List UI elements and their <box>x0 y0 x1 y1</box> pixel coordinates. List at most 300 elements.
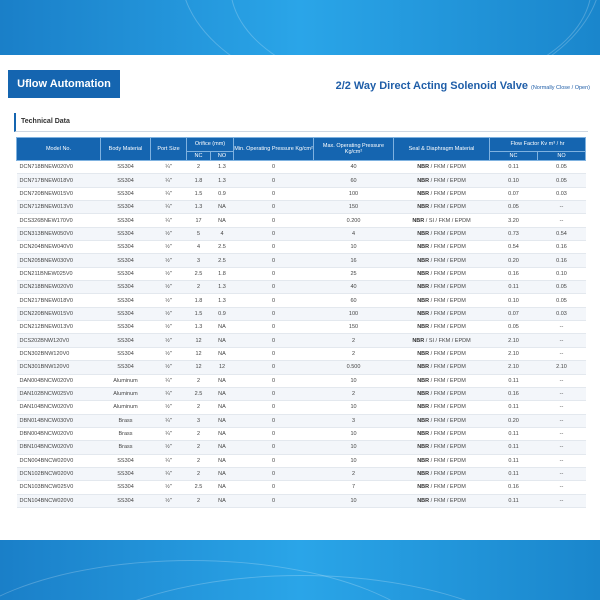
cell-flow-nc: 0.16 <box>490 267 538 280</box>
cell-port: ½" <box>151 254 187 267</box>
cell-orifice-nc: 2 <box>187 427 211 440</box>
cell-max-pressure: 100 <box>314 187 394 200</box>
col-header-body: Body Material <box>101 138 151 161</box>
seal-primary: NBR <box>417 431 430 438</box>
cell-flow-no: -- <box>538 401 586 414</box>
seal-alternatives: / FKM / EPDM <box>430 377 466 384</box>
cell-seal <box>394 201 490 214</box>
cell-flow-no: -- <box>538 387 586 400</box>
cell-model: DCN102BNCW020V0 <box>17 467 101 480</box>
cell-seal <box>394 387 490 400</box>
cell-min-pressure: 0 <box>234 241 314 254</box>
table-row <box>17 187 586 200</box>
seal-alternatives: / FKM / EPDM <box>430 190 466 197</box>
cell-min-pressure: 0 <box>234 427 314 440</box>
cell-body: SS304 <box>101 174 151 187</box>
seal-alternatives: / FKM / EPDM <box>430 497 466 504</box>
cell-max-pressure: 3 <box>314 414 394 427</box>
cell-orifice-no: NA <box>211 467 234 480</box>
cell-min-pressure: 0 <box>234 387 314 400</box>
cell-seal <box>394 347 490 360</box>
wave-decoration <box>230 0 592 55</box>
cell-flow-no: -- <box>538 494 586 507</box>
cell-orifice-nc: 2 <box>187 281 211 294</box>
cell-orifice-no: NA <box>211 481 234 494</box>
cell-orifice-no: NA <box>211 454 234 467</box>
cell-seal <box>394 441 490 454</box>
table-row <box>17 441 586 454</box>
seal-alternatives: / FKM / EPDM <box>430 297 466 304</box>
cell-seal <box>394 227 490 240</box>
cell-port: ¼" <box>151 374 187 387</box>
cell-min-pressure: 0 <box>234 414 314 427</box>
cell-seal <box>394 187 490 200</box>
cell-orifice-no: 1.3 <box>211 294 234 307</box>
seal-primary: NBR <box>417 377 430 384</box>
cell-orifice-no: NA <box>211 334 234 347</box>
cell-seal <box>394 241 490 254</box>
cell-orifice-nc: 2 <box>187 401 211 414</box>
cell-flow-no: -- <box>538 321 586 334</box>
bottom-banner <box>0 540 600 600</box>
seal-primary: NBR <box>417 164 430 171</box>
cell-orifice-no: NA <box>211 441 234 454</box>
cell-model: DCN302BNW120V0 <box>17 347 101 360</box>
cell-port: ¼" <box>151 201 187 214</box>
cell-orifice-nc: 1.8 <box>187 294 211 307</box>
cell-flow-nc: 0.20 <box>490 414 538 427</box>
cell-orifice-no: 0.9 <box>211 307 234 320</box>
cell-seal <box>394 161 490 174</box>
cell-flow-nc: 0.11 <box>490 467 538 480</box>
seal-primary: NBR <box>417 297 430 304</box>
cell-orifice-no: 1.8 <box>211 267 234 280</box>
table-row <box>17 201 586 214</box>
cell-model: DBN014BNCW030V0 <box>17 414 101 427</box>
cell-flow-nc: 2.10 <box>490 334 538 347</box>
cell-orifice-nc: 3 <box>187 414 211 427</box>
table-row <box>17 174 586 187</box>
table-row <box>17 214 586 227</box>
table-row <box>17 414 586 427</box>
cell-min-pressure: 0 <box>234 441 314 454</box>
cell-orifice-no: NA <box>211 347 234 360</box>
seal-primary: NBR <box>417 471 430 478</box>
section-header <box>14 113 588 132</box>
cell-flow-nc: 0.10 <box>490 174 538 187</box>
cell-max-pressure: 10 <box>314 374 394 387</box>
seal-primary: NBR <box>417 284 430 291</box>
cell-body: SS304 <box>101 241 151 254</box>
technical-data-table <box>16 137 586 508</box>
cell-flow-nc: 0.11 <box>490 281 538 294</box>
table-row <box>17 387 586 400</box>
cell-orifice-no: NA <box>211 414 234 427</box>
cell-model: DBN104BNCW020V0 <box>17 441 101 454</box>
cell-port: ½" <box>151 267 187 280</box>
cell-port: ½" <box>151 241 187 254</box>
seal-alternatives: / FKM / EPDM <box>430 164 466 171</box>
cell-max-pressure: 10 <box>314 494 394 507</box>
cell-flow-nc: 0.11 <box>490 161 538 174</box>
cell-max-pressure: 60 <box>314 174 394 187</box>
cell-orifice-no: 1.3 <box>211 281 234 294</box>
cell-orifice-nc: 3 <box>187 254 211 267</box>
seal-alternatives: / FKM / EPDM <box>430 177 466 184</box>
cell-model: DCN220BNEW015V0 <box>17 307 101 320</box>
cell-flow-nc: 2.10 <box>490 347 538 360</box>
col-header-min-pressure: Min. Operating Pressure Kg/cm² <box>234 138 314 161</box>
cell-orifice-nc: 1.8 <box>187 174 211 187</box>
cell-seal <box>394 294 490 307</box>
cell-flow-nc: 0.11 <box>490 401 538 414</box>
cell-min-pressure: 0 <box>234 347 314 360</box>
cell-port: ½" <box>151 494 187 507</box>
cell-port: ½" <box>151 347 187 360</box>
cell-flow-no: 2.10 <box>538 361 586 374</box>
cell-flow-no: 0.05 <box>538 161 586 174</box>
cell-flow-no: -- <box>538 467 586 480</box>
cell-orifice-nc: 17 <box>187 214 211 227</box>
cell-model: DCN211BNEW025V0 <box>17 267 101 280</box>
seal-primary: NBR <box>417 244 430 251</box>
cell-port: ½" <box>151 361 187 374</box>
cell-model: DCN718BNEW020V0 <box>17 161 101 174</box>
cell-seal <box>394 321 490 334</box>
cell-flow-nc: 2.10 <box>490 361 538 374</box>
seal-alternatives: / FKM / EPDM <box>430 391 466 398</box>
cell-model: DCN204BNEW040V0 <box>17 241 101 254</box>
cell-max-pressure: 0.500 <box>314 361 394 374</box>
cell-seal <box>394 374 490 387</box>
cell-flow-no: 0.03 <box>538 187 586 200</box>
cell-model: DCN004BNCW020V0 <box>17 454 101 467</box>
seal-alternatives: / FKM / EPDM <box>430 417 466 424</box>
cell-flow-nc: 3.20 <box>490 214 538 227</box>
cell-orifice-nc: 2 <box>187 454 211 467</box>
table-row <box>17 494 586 507</box>
cell-min-pressure: 0 <box>234 307 314 320</box>
cell-seal <box>394 174 490 187</box>
seal-alternatives: / FKM / EPDM <box>430 364 466 371</box>
cell-model: DAN102BNCW025V0 <box>17 387 101 400</box>
seal-alternatives: / FKM / EPDM <box>430 471 466 478</box>
table-row <box>17 241 586 254</box>
title-text: 2/2 Way Direct Acting Solenoid Valve <box>335 80 528 92</box>
cell-flow-nc: 0.10 <box>490 294 538 307</box>
cell-port: ½" <box>151 401 187 414</box>
cell-orifice-nc: 2 <box>187 467 211 480</box>
col-header-port: Port Size <box>151 138 187 161</box>
cell-min-pressure: 0 <box>234 494 314 507</box>
cell-max-pressure: 40 <box>314 161 394 174</box>
seal-primary: NBR <box>417 391 430 398</box>
seal-primary: NBR <box>417 350 430 357</box>
cell-body: SS304 <box>101 214 151 227</box>
cell-min-pressure: 0 <box>234 294 314 307</box>
cell-flow-no: -- <box>538 334 586 347</box>
cell-port: ¼" <box>151 187 187 200</box>
seal-alternatives: / FKM / EPDM <box>430 431 466 438</box>
cell-orifice-nc: 2 <box>187 161 211 174</box>
cell-orifice-no: 2.5 <box>211 241 234 254</box>
cell-model: DCN103BNCW025V0 <box>17 481 101 494</box>
cell-flow-nc: 0.11 <box>490 494 538 507</box>
cell-model: DAN004BNCW020V0 <box>17 374 101 387</box>
cell-orifice-no: NA <box>211 374 234 387</box>
cell-model: DAN104BNCW020V0 <box>17 401 101 414</box>
table-row <box>17 427 586 440</box>
cell-flow-no: 0.54 <box>538 227 586 240</box>
cell-seal <box>394 414 490 427</box>
cell-orifice-no: 4 <box>211 227 234 240</box>
cell-body: Brass <box>101 414 151 427</box>
cell-body: SS304 <box>101 321 151 334</box>
cell-flow-no: 0.03 <box>538 307 586 320</box>
cell-model: DCN218BNEW020V0 <box>17 281 101 294</box>
cell-orifice-nc: 12 <box>187 347 211 360</box>
seal-primary: NBR <box>417 324 430 331</box>
cell-orifice-no: NA <box>211 387 234 400</box>
cell-seal <box>394 467 490 480</box>
cell-max-pressure: 4 <box>314 227 394 240</box>
cell-orifice-no: 1.3 <box>211 174 234 187</box>
cell-port: ¼" <box>151 467 187 480</box>
cell-seal <box>394 494 490 507</box>
table-row <box>17 254 586 267</box>
seal-alternatives: / FKM / EPDM <box>430 350 466 357</box>
table-row <box>17 321 586 334</box>
cell-min-pressure: 0 <box>234 201 314 214</box>
cell-flow-nc: 0.05 <box>490 201 538 214</box>
cell-orifice-no: NA <box>211 427 234 440</box>
cell-max-pressure: 2 <box>314 387 394 400</box>
cell-model: DCN104BNCW020V0 <box>17 494 101 507</box>
seal-alternatives: / SI / FKM / EPDM <box>425 217 471 224</box>
table-row <box>17 454 586 467</box>
col-header-max-pressure: Max. Operating Pressure Kg/cm² <box>314 138 394 161</box>
cell-orifice-no: NA <box>211 214 234 227</box>
cell-min-pressure: 0 <box>234 401 314 414</box>
cell-flow-nc: 0.16 <box>490 481 538 494</box>
cell-seal <box>394 401 490 414</box>
seal-primary: NBR <box>417 177 430 184</box>
cell-model: DCS326BNEW170V0 <box>17 214 101 227</box>
seal-alternatives: / FKM / EPDM <box>430 284 466 291</box>
seal-primary: NBR <box>417 444 430 451</box>
cell-max-pressure: 40 <box>314 281 394 294</box>
cell-min-pressure: 0 <box>234 254 314 267</box>
cell-max-pressure: 2 <box>314 334 394 347</box>
cell-body: SS304 <box>101 227 151 240</box>
cell-orifice-nc: 4 <box>187 241 211 254</box>
cell-orifice-nc: 1.3 <box>187 321 211 334</box>
cell-model: DCN313BNEW050V0 <box>17 227 101 240</box>
seal-alternatives: / FKM / EPDM <box>430 484 466 491</box>
cell-min-pressure: 0 <box>234 214 314 227</box>
cell-port: ¼" <box>151 174 187 187</box>
col-header-flow-nc: NC <box>490 152 538 161</box>
cell-flow-nc: 0.54 <box>490 241 538 254</box>
table-row <box>17 467 586 480</box>
cell-max-pressure: 150 <box>314 321 394 334</box>
cell-flow-nc: 0.11 <box>490 454 538 467</box>
cell-orifice-no: NA <box>211 401 234 414</box>
cell-min-pressure: 0 <box>234 267 314 280</box>
seal-alternatives: / FKM / EPDM <box>430 230 466 237</box>
seal-primary: NBR <box>417 457 430 464</box>
cell-body: SS304 <box>101 267 151 280</box>
seal-primary: NBR <box>417 190 430 197</box>
cell-flow-nc: 0.11 <box>490 427 538 440</box>
cell-body: SS304 <box>101 454 151 467</box>
cell-flow-no: -- <box>538 201 586 214</box>
table-row <box>17 307 586 320</box>
seal-alternatives: / SI / FKM / EPDM <box>425 337 471 344</box>
cell-model: DCN217BNEW018V0 <box>17 294 101 307</box>
cell-max-pressure: 0.200 <box>314 214 394 227</box>
col-header-orifice: Orifice (mm) <box>187 138 234 152</box>
seal-alternatives: / FKM / EPDM <box>430 204 466 211</box>
seal-alternatives: / FKM / EPDM <box>430 457 466 464</box>
cell-seal <box>394 481 490 494</box>
col-header-flow-no: NO <box>538 152 586 161</box>
title-note: (Normally Close / Open) <box>531 85 590 91</box>
cell-body: SS304 <box>101 494 151 507</box>
cell-port: ¼" <box>151 387 187 400</box>
seal-alternatives: / FKM / EPDM <box>430 324 466 331</box>
seal-primary: NBR <box>417 270 430 277</box>
cell-flow-no: -- <box>538 441 586 454</box>
cell-max-pressure: 10 <box>314 441 394 454</box>
cell-body: Brass <box>101 441 151 454</box>
cell-flow-no: 0.16 <box>538 254 586 267</box>
cell-orifice-no: 1.3 <box>211 161 234 174</box>
cell-body: SS304 <box>101 307 151 320</box>
cell-orifice-no: NA <box>211 321 234 334</box>
table-row <box>17 294 586 307</box>
cell-body: SS304 <box>101 201 151 214</box>
cell-orifice-nc: 12 <box>187 334 211 347</box>
cell-orifice-nc: 2 <box>187 494 211 507</box>
cell-orifice-nc: 2.5 <box>187 481 211 494</box>
page-title <box>250 80 590 92</box>
cell-orifice-nc: 2.5 <box>187 387 211 400</box>
cell-orifice-nc: 12 <box>187 361 211 374</box>
cell-model: DCN712BNEW013V0 <box>17 201 101 214</box>
cell-seal <box>394 361 490 374</box>
cell-flow-nc: 0.07 <box>490 307 538 320</box>
seal-alternatives: / FKM / EPDM <box>430 244 466 251</box>
cell-body: SS304 <box>101 281 151 294</box>
cell-flow-no: -- <box>538 481 586 494</box>
cell-flow-no: 0.05 <box>538 281 586 294</box>
col-header-orifice-nc: NC <box>187 152 211 161</box>
cell-body: SS304 <box>101 467 151 480</box>
cell-flow-no: 0.16 <box>538 241 586 254</box>
brand-logo: Uflow Automation <box>8 70 120 98</box>
cell-model: DCN301BNW120V0 <box>17 361 101 374</box>
seal-alternatives: / FKM / EPDM <box>430 444 466 451</box>
cell-flow-no: -- <box>538 347 586 360</box>
seal-primary: NBR <box>417 364 430 371</box>
cell-flow-no: -- <box>538 374 586 387</box>
cell-min-pressure: 0 <box>234 187 314 200</box>
cell-flow-nc: 0.16 <box>490 387 538 400</box>
seal-primary: NBR <box>417 257 430 264</box>
cell-max-pressure: 100 <box>314 307 394 320</box>
section-title: Technical Data <box>21 118 70 125</box>
cell-max-pressure: 2 <box>314 347 394 360</box>
cell-flow-no: -- <box>538 454 586 467</box>
col-header-flow: Flow Factor Kv m³ / hr <box>490 138 586 152</box>
cell-flow-nc: 0.11 <box>490 374 538 387</box>
table-row <box>17 361 586 374</box>
cell-model: DBN004BNCW020V0 <box>17 427 101 440</box>
cell-body: SS304 <box>101 187 151 200</box>
cell-flow-nc: 0.11 <box>490 441 538 454</box>
cell-min-pressure: 0 <box>234 481 314 494</box>
cell-min-pressure: 0 <box>234 281 314 294</box>
cell-body: SS304 <box>101 294 151 307</box>
col-header-orifice-no: NO <box>211 152 234 161</box>
cell-body: SS304 <box>101 481 151 494</box>
cell-min-pressure: 0 <box>234 467 314 480</box>
cell-body: SS304 <box>101 254 151 267</box>
cell-min-pressure: 0 <box>234 361 314 374</box>
seal-alternatives: / FKM / EPDM <box>430 310 466 317</box>
cell-orifice-no: NA <box>211 201 234 214</box>
cell-max-pressure: 10 <box>314 401 394 414</box>
cell-flow-nc: 0.73 <box>490 227 538 240</box>
cell-orifice-no: 12 <box>211 361 234 374</box>
table-body <box>17 161 586 508</box>
seal-primary: NBR <box>417 497 430 504</box>
table-row <box>17 227 586 240</box>
cell-body: Aluminum <box>101 374 151 387</box>
cell-port: ¼" <box>151 214 187 227</box>
cell-max-pressure: 150 <box>314 201 394 214</box>
cell-min-pressure: 0 <box>234 374 314 387</box>
seal-primary: NBR <box>417 230 430 237</box>
cell-max-pressure: 16 <box>314 254 394 267</box>
cell-max-pressure: 7 <box>314 481 394 494</box>
table-row <box>17 161 586 174</box>
cell-port: ½" <box>151 334 187 347</box>
cell-orifice-nc: 1.5 <box>187 187 211 200</box>
cell-port: ½" <box>151 307 187 320</box>
seal-alternatives: / FKM / EPDM <box>430 270 466 277</box>
cell-port: ¼" <box>151 414 187 427</box>
cell-model: DCN212BNEW013V0 <box>17 321 101 334</box>
cell-model: DCN717BNEW018V0 <box>17 174 101 187</box>
cell-max-pressure: 10 <box>314 427 394 440</box>
cell-seal <box>394 334 490 347</box>
cell-body: Aluminum <box>101 401 151 414</box>
cell-model: DCN205BNEW030V0 <box>17 254 101 267</box>
cell-orifice-nc: 2.5 <box>187 267 211 280</box>
cell-flow-nc: 0.20 <box>490 254 538 267</box>
seal-primary: NBR <box>417 404 430 411</box>
cell-body: Aluminum <box>101 387 151 400</box>
cell-min-pressure: 0 <box>234 321 314 334</box>
cell-min-pressure: 0 <box>234 454 314 467</box>
cell-model: DCN720BNEW015V0 <box>17 187 101 200</box>
cell-seal <box>394 214 490 227</box>
cell-model: DCS202BNW120V0 <box>17 334 101 347</box>
cell-flow-no: 0.05 <box>538 294 586 307</box>
cell-seal <box>394 454 490 467</box>
